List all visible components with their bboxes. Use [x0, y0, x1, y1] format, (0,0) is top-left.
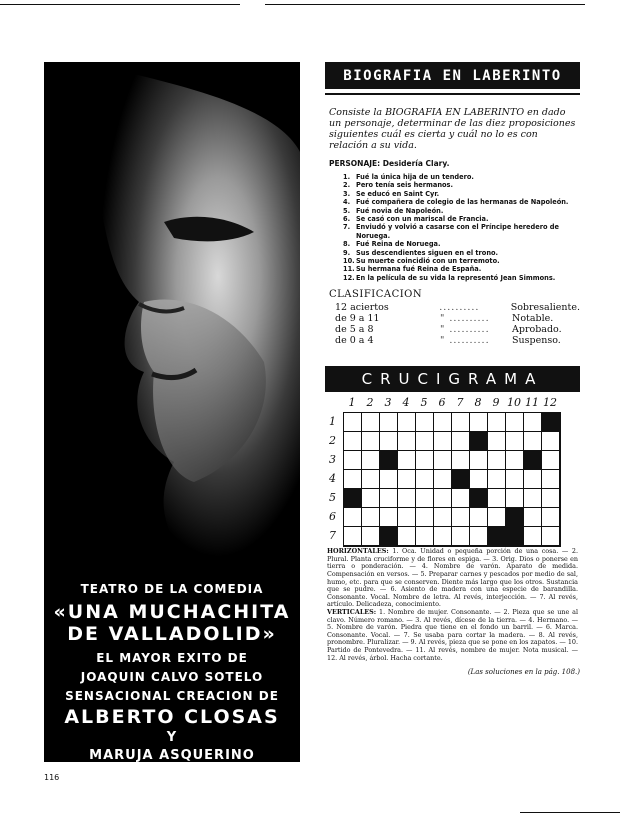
top-rule-right	[265, 4, 585, 5]
row-number: 6	[329, 510, 336, 524]
bottom-rule	[520, 812, 620, 813]
crossword-black-cell	[488, 527, 506, 546]
crossword-cell[interactable]	[380, 489, 398, 508]
row-number: 3	[329, 453, 336, 467]
clasificacion-table	[325, 302, 580, 346]
table-row: de 0 a 4 " .......... Suspenso.	[335, 335, 561, 347]
crossword-black-cell	[506, 508, 524, 527]
personaje-label: PERSONAJE:	[329, 159, 381, 168]
crossword-black-cell	[470, 489, 488, 508]
crossword-cell[interactable]	[416, 413, 434, 432]
crossword-cell[interactable]	[380, 508, 398, 527]
list-item: 9. Sus descendientes siguen en el trono.	[343, 248, 499, 257]
crossword-cell[interactable]	[506, 451, 524, 470]
crossword-cell[interactable]	[344, 432, 362, 451]
crossword-cell[interactable]	[506, 413, 524, 432]
crossword-cell[interactable]	[416, 489, 434, 508]
crossword-grid	[343, 412, 561, 547]
ad-actress: MARUJA ASQUERINO	[89, 748, 255, 763]
crossword-cell[interactable]	[452, 489, 470, 508]
crossword-cell[interactable]	[362, 413, 380, 432]
column-number: 8	[474, 396, 482, 410]
verticales-clues: 1. Nombre de mujer. Consonante. — 2. Pieza que se une al clavo. Número romano. — 3. Al revés, dícese de la tierra. — 4. Hermano. — 5. Nombre de varón. Piedra que tiene en el fondo un barril. — 6. Marca. Consonante. Vocal. — 7. Se usaba para cortar la madera. — 8. Al revés, pronombre. Pluralizar. — 9. Al revés, pieza que se pone en los zapatos. — 10. Partido de Pontevedra. — 11. Al revés, nombre de mujer. Nota musical. — 12. Al revés, árbol. Hacha cortante.	[327, 608, 578, 662]
crossword-cell[interactable]	[362, 451, 380, 470]
crossword-cell[interactable]	[524, 489, 542, 508]
row-number: 2	[329, 434, 336, 448]
crossword-cell[interactable]	[416, 470, 434, 489]
table-row: de 9 a 11 " .......... Notable.	[335, 313, 554, 325]
crossword-cell[interactable]	[434, 432, 452, 451]
list-item: 12. En la película de su vida la representó Jean Simmons.	[343, 273, 556, 282]
column-number: 12	[543, 396, 557, 410]
crossword-cell[interactable]	[362, 527, 380, 546]
crossword-cell[interactable]	[398, 470, 416, 489]
crossword-cell[interactable]	[362, 432, 380, 451]
puzzle-column	[325, 62, 580, 676]
crossword-black-cell	[524, 451, 542, 470]
crossword-cell[interactable]	[470, 451, 488, 470]
crossword-black-cell	[452, 470, 470, 489]
ad-creation-label: SENSACIONAL CREACION DE	[65, 689, 279, 703]
crossword-cell[interactable]	[362, 508, 380, 527]
page-number: 116	[44, 773, 60, 782]
column-number: 6	[438, 396, 446, 410]
crossword-cell[interactable]	[470, 470, 488, 489]
crossword-cell[interactable]	[524, 508, 542, 527]
crossword-black-cell	[542, 413, 560, 432]
personaje-line	[325, 159, 580, 168]
column-number: 10	[507, 396, 521, 410]
ad-play-title-2: DE VALLADOLID»	[67, 623, 277, 645]
crossword-cell[interactable]	[398, 527, 416, 546]
crossword-cell[interactable]	[542, 489, 560, 508]
solution-note: (Las soluciones en la pág. 108.)	[467, 668, 580, 677]
crossword-cell[interactable]	[488, 413, 506, 432]
row-number: 5	[329, 491, 336, 505]
crossword-cell[interactable]	[470, 508, 488, 527]
crossword-cell[interactable]	[416, 527, 434, 546]
list-item: 11. Su hermana fué Reina de España.	[343, 265, 482, 274]
clasificacion-title: CLASIFICACION	[329, 289, 423, 301]
crossword-black-cell	[380, 527, 398, 546]
crossword-column-numbers	[343, 396, 559, 409]
crossword-cell[interactable]	[416, 451, 434, 470]
crossword-cell[interactable]	[542, 527, 560, 546]
list-item: 10. Su muerte coincidió con un terremoto.	[343, 257, 500, 266]
crossword-cell[interactable]	[434, 470, 452, 489]
row-number: 7	[329, 529, 336, 543]
biografia-rule	[325, 93, 580, 95]
crossword-cell[interactable]	[416, 508, 434, 527]
column-number: 1	[348, 396, 356, 410]
column-number: 3	[384, 396, 392, 410]
crossword-cell[interactable]	[542, 508, 560, 527]
biografia-intro: Consiste la BIOGRAFIA EN LABERINTO en dado un personaje, determinar de las diez proposiciones siguientes cuál es cierta y cuál no lo es con relación a su vida.	[329, 107, 576, 151]
crossword-cell[interactable]	[416, 432, 434, 451]
crossword-cell[interactable]	[524, 527, 542, 546]
ad-theatre-name: TEATRO DE LA COMEDIA	[80, 582, 264, 596]
row-number: 4	[329, 472, 336, 486]
crossword-cell[interactable]	[488, 432, 506, 451]
ad-play-title-1: «UNA MUCHACHITA	[53, 601, 291, 623]
list-item: 7. Enviudó y volvió a casarse con el Príncipe heredero de Noruega.	[343, 223, 559, 240]
verticales-label: VERTICALES:	[327, 608, 377, 617]
table-row: de 5 a 8 " .......... Aprobado.	[335, 324, 562, 336]
list-item: 4. Fué compañera de colegio de las hermanas de Napoleón.	[343, 198, 569, 207]
crossword-cell[interactable]	[452, 527, 470, 546]
crossword-black-cell	[380, 451, 398, 470]
ad-author: JOAQUIN CALVO SOTELO	[80, 670, 264, 684]
crossword-cell[interactable]	[398, 413, 416, 432]
ad-conjunction: Y	[166, 730, 178, 745]
list-item: 5. Fué novia de Napoleón.	[343, 206, 444, 215]
personaje-name: Desidería Clary.	[382, 159, 450, 168]
list-item: 3. Se educó en Saint Cyr.	[343, 189, 440, 198]
crossword-cell[interactable]	[470, 527, 488, 546]
crossword-cell[interactable]	[524, 432, 542, 451]
crossword-cell[interactable]	[380, 432, 398, 451]
list-item: 2. Pero tenía seis hermanos.	[343, 181, 453, 190]
column-number: 11	[525, 396, 539, 410]
crossword-cell[interactable]	[488, 489, 506, 508]
ad-tagline: EL MAYOR EXITO DE	[96, 651, 248, 665]
crossword-cell[interactable]	[506, 432, 524, 451]
crossword-cell[interactable]	[398, 508, 416, 527]
ad-schedule: Todos los días tarde y noche	[101, 773, 243, 783]
crossword-cell[interactable]	[434, 527, 452, 546]
crossword-cell[interactable]	[434, 413, 452, 432]
crossword-cell[interactable]	[542, 432, 560, 451]
crossword-cell[interactable]	[488, 470, 506, 489]
row-number: 1	[329, 415, 336, 429]
column-number: 4	[402, 396, 410, 410]
crossword-cell[interactable]	[398, 451, 416, 470]
crossword-cell[interactable]	[452, 413, 470, 432]
list-item: 6. Se casó con un mariscal de Francia.	[343, 215, 489, 224]
crossword-definitions	[325, 548, 580, 662]
crossword-cell[interactable]	[488, 508, 506, 527]
crossword-cell[interactable]	[506, 470, 524, 489]
ad-actor: ALBERTO CLOSAS	[64, 706, 280, 728]
crossword-cell[interactable]	[380, 470, 398, 489]
crossword-cell[interactable]	[434, 489, 452, 508]
crossword-cell[interactable]	[398, 432, 416, 451]
top-rule-left	[0, 4, 240, 5]
crossword-cell[interactable]	[344, 413, 362, 432]
crossword-cell[interactable]	[542, 451, 560, 470]
crossword	[325, 396, 580, 544]
crossword-black-cell	[344, 489, 362, 508]
crossword-cell[interactable]	[488, 451, 506, 470]
crossword-cell[interactable]	[398, 489, 416, 508]
crossword-cell[interactable]	[470, 413, 488, 432]
crossword-cell[interactable]	[434, 451, 452, 470]
column-number: 5	[420, 396, 428, 410]
table-row: 12 aciertos .......... Sobresaliente.	[335, 302, 580, 314]
column-number: 2	[366, 396, 374, 410]
crossword-cell[interactable]	[452, 508, 470, 527]
crossword-cell[interactable]	[344, 451, 362, 470]
crossword-cell[interactable]	[344, 527, 362, 546]
crossword-cell[interactable]	[524, 413, 542, 432]
crossword-cell[interactable]	[380, 413, 398, 432]
crossword-row-numbers	[329, 412, 336, 545]
crossword-cell[interactable]	[524, 470, 542, 489]
crossword-cell[interactable]	[506, 489, 524, 508]
crossword-cell[interactable]	[344, 470, 362, 489]
crossword-cell[interactable]	[542, 470, 560, 489]
crucigrama-title: CRUCIGRAMA	[325, 366, 580, 392]
horizontales-clues: 1. Oca. Unidad o pequeña porción de una cosa. — 2. Plural. Planta cruciforme y de flores en espiga. — 3. Orig. Dios o ponerse en tierra o ponderación. — 4. Nombre de varón. Aparato de medida. Compensación en versos. — 5. Preparar carnes y pescados por medio de sal, humo, etc. para que se conserven. Diente más largo que los otros. Sustancia que se pudre. — 6. Asiento de madera con una especie de barandilla. Consonante. Vocal. Nombre de letra. Al revés, interjección. — 7. Al revés, artículo. Delicadeza, conocimiento.	[327, 547, 578, 609]
column-number: 9	[492, 396, 500, 410]
list-item: 8. Fué Reina de Noruega.	[343, 240, 441, 249]
actress-portrait-photo	[44, 62, 300, 572]
crossword-cell[interactable]	[344, 508, 362, 527]
crossword-cell[interactable]	[362, 489, 380, 508]
crossword-cell[interactable]	[362, 470, 380, 489]
horizontales-label: HORIZONTALES:	[327, 547, 389, 556]
crossword-cell[interactable]	[452, 451, 470, 470]
crossword-black-cell	[470, 432, 488, 451]
crossword-cell[interactable]	[452, 432, 470, 451]
crossword-black-cell	[506, 527, 524, 546]
propositions-list	[325, 173, 580, 282]
list-item: 1. Fué la única hija de un tendero.	[343, 173, 474, 181]
biografia-title: BIOGRAFIA EN LABERINTO	[325, 62, 580, 89]
crossword-cell[interactable]	[434, 508, 452, 527]
column-number: 7	[456, 396, 464, 410]
